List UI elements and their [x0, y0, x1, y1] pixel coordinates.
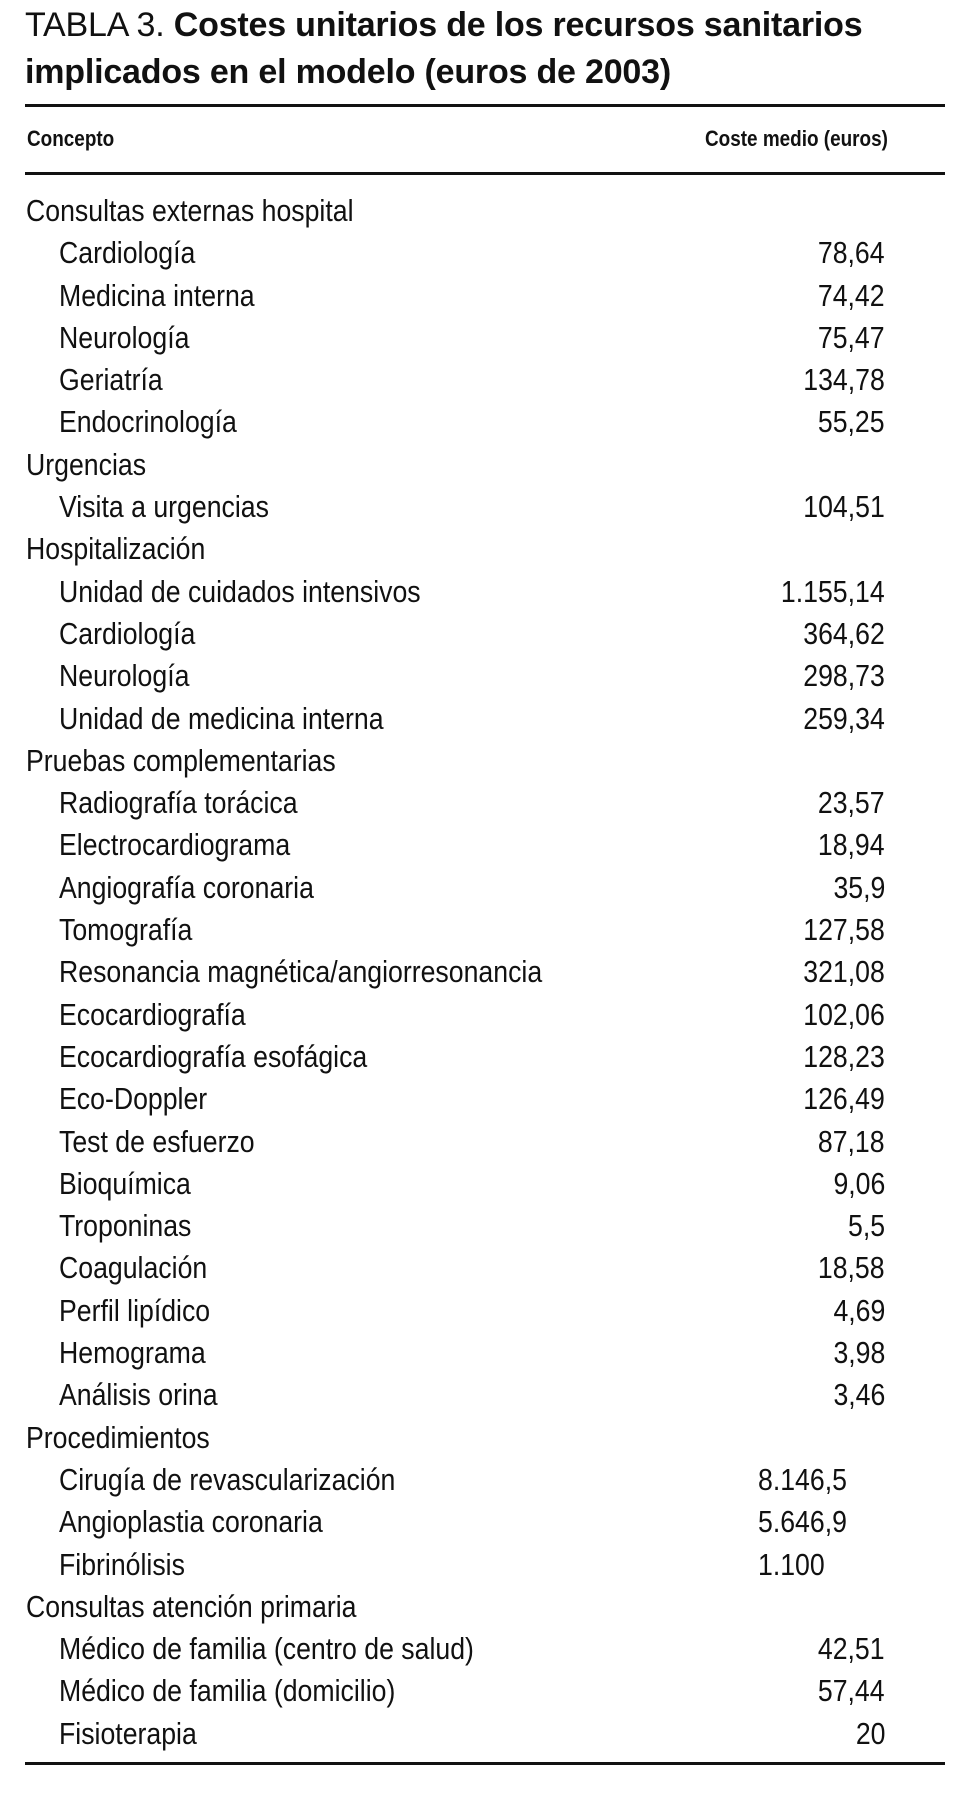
- table-row: [0, 951, 965, 993]
- concept-cell: Fisioterapia: [59, 1715, 197, 1751]
- cost-cell: [645, 359, 885, 401]
- cost-cell: [645, 571, 885, 613]
- cost-cell: [645, 1163, 885, 1205]
- table-row: [0, 1713, 965, 1755]
- cost-cell: [645, 698, 885, 740]
- table-row: [0, 1247, 965, 1289]
- group-label: Pruebas complementarias: [26, 742, 336, 778]
- cost-cell: [645, 1247, 885, 1289]
- table-row: [0, 232, 965, 274]
- cost-value: 20: [855, 1715, 885, 1751]
- group-row: [0, 190, 965, 232]
- cost-cell: [645, 994, 885, 1036]
- group-label: Urgencias: [26, 446, 147, 482]
- cost-cell: [645, 1670, 885, 1712]
- cost-cell: [645, 1713, 885, 1755]
- table-label: TABLA 3.: [25, 6, 165, 44]
- concept-cell: Resonancia magnética/angiorresonancia: [59, 954, 543, 990]
- cost-value: 87,18: [818, 1123, 885, 1159]
- concept-cell: Cardiología: [59, 615, 196, 651]
- table-row: [0, 1036, 965, 1078]
- table-row: [0, 359, 965, 401]
- cost-cell: [645, 1121, 885, 1163]
- concept-cell: Radiografía torácica: [59, 785, 298, 821]
- table-row: [0, 909, 965, 951]
- cost-cell: [645, 1290, 885, 1332]
- cost-cell: [645, 782, 885, 824]
- cost-value: 18,58: [818, 1250, 885, 1286]
- table-row: [0, 275, 965, 317]
- table-row: [0, 571, 965, 613]
- table-row: [0, 486, 965, 528]
- cost-value: 298,73: [803, 658, 885, 694]
- cost-value: 102,06: [803, 996, 885, 1032]
- table-row: [0, 1332, 965, 1374]
- column-header-cost: Coste medio (euros): [705, 126, 888, 151]
- header-rule: [25, 172, 945, 175]
- group-row: [0, 740, 965, 782]
- table-row: [0, 1205, 965, 1247]
- cost-value: 128,23: [803, 1038, 885, 1074]
- table-row: [0, 1670, 965, 1712]
- cost-cell: [645, 275, 885, 317]
- table-row: [0, 1459, 965, 1501]
- concept-cell: Unidad de cuidados intensivos: [59, 573, 421, 609]
- cost-value: 1.100: [758, 1546, 825, 1582]
- cost-value: 78,64: [818, 235, 885, 271]
- table-row: [0, 1078, 965, 1120]
- cost-cell: [645, 1078, 885, 1120]
- concept-cell: Análisis orina: [59, 1377, 218, 1413]
- concept-cell: Medicina interna: [59, 277, 255, 313]
- table-title-text: Costes unitarios de los recursos sanitarios implicados en el modelo (euros de 2003): [25, 6, 863, 91]
- concept-cell: Geriatría: [59, 362, 163, 398]
- group-row: [0, 1586, 965, 1628]
- cost-cell: [645, 1628, 885, 1670]
- cost-value: 74,42: [818, 277, 885, 313]
- group-row: [0, 1417, 965, 1459]
- concept-cell: Médico de familia (domicilio): [59, 1673, 396, 1709]
- concept-cell: Angiografía coronaria: [59, 869, 314, 905]
- cost-value: 321,08: [803, 954, 885, 990]
- concept-cell: Neurología: [59, 319, 190, 355]
- concept-cell: Test de esfuerzo: [59, 1123, 255, 1159]
- cost-value: 134,78: [803, 362, 885, 398]
- concept-cell: Troponinas: [59, 1208, 192, 1244]
- group-label: Hospitalización: [26, 531, 206, 567]
- cost-cell: [645, 1332, 885, 1374]
- cost-value: 75,47: [818, 319, 885, 355]
- cost-cell: [645, 909, 885, 951]
- cost-value: 5,5: [847, 1208, 885, 1244]
- cost-cell: [645, 486, 885, 528]
- table-row: [0, 698, 965, 740]
- concept-cell: Visita a urgencias: [59, 489, 269, 525]
- concept-cell: Fibrinólisis: [59, 1546, 185, 1582]
- table-body: [0, 190, 965, 1755]
- group-label: Procedimientos: [26, 1419, 210, 1455]
- concept-cell: Neurología: [59, 658, 190, 694]
- cost-cell: [758, 1459, 965, 1501]
- concept-cell: Angioplastia coronaria: [59, 1504, 323, 1540]
- bottom-rule: [25, 1762, 945, 1765]
- cost-value: 104,51: [803, 489, 885, 525]
- table-row: [0, 824, 965, 866]
- cost-cell: [645, 1036, 885, 1078]
- table-title: [25, 2, 955, 96]
- cost-cell: [645, 1374, 885, 1416]
- table-row: [0, 1501, 965, 1543]
- table-row: [0, 994, 965, 1036]
- cost-cell: [758, 1501, 965, 1543]
- table-row: [0, 1163, 965, 1205]
- concept-cell: Bioquímica: [59, 1165, 191, 1201]
- cost-value: 127,58: [803, 912, 885, 948]
- concept-cell: Ecocardiografía esofágica: [59, 1038, 368, 1074]
- cost-value: 5.646,9: [758, 1504, 847, 1540]
- cost-cell: [758, 1544, 965, 1586]
- cost-value: 364,62: [803, 615, 885, 651]
- group-label: Consultas externas hospital: [26, 193, 354, 228]
- concept-cell: Hemograma: [59, 1335, 206, 1371]
- table-row: [0, 1544, 965, 1586]
- cost-value: 8.146,5: [758, 1461, 847, 1497]
- concept-cell: Cirugía de revascularización: [59, 1461, 396, 1497]
- concept-cell: Perfil lipídico: [59, 1292, 211, 1328]
- table-row: [0, 1290, 965, 1332]
- concept-cell: Endocrinología: [59, 404, 237, 440]
- cost-value: 1.155,14: [781, 573, 885, 609]
- cost-value: 42,51: [818, 1631, 885, 1667]
- cost-value: 3,98: [833, 1335, 885, 1371]
- concept-cell: Ecocardiografía: [59, 996, 246, 1032]
- cost-cell: [645, 655, 885, 697]
- cost-value: 35,9: [833, 869, 885, 905]
- column-header-concept: Concepto: [27, 126, 115, 151]
- cost-cell: [645, 401, 885, 443]
- cost-value: 3,46: [833, 1377, 885, 1413]
- cost-value: 259,34: [803, 700, 885, 736]
- cost-value: 9,06: [833, 1165, 885, 1201]
- cost-cell: [645, 1205, 885, 1247]
- top-rule: [25, 104, 945, 107]
- cost-value: 23,57: [818, 785, 885, 821]
- cost-value: 18,94: [818, 827, 885, 863]
- group-row: [0, 528, 965, 570]
- cost-value: 4,69: [833, 1292, 885, 1328]
- concept-cell: Unidad de medicina interna: [59, 700, 384, 736]
- cost-cell: [645, 951, 885, 993]
- cost-cell: [645, 317, 885, 359]
- table-row: [0, 1374, 965, 1416]
- cost-value: 57,44: [818, 1673, 885, 1709]
- cost-value: 126,49: [803, 1081, 885, 1117]
- cost-value: 55,25: [818, 404, 885, 440]
- concept-cell: Médico de familia (centro de salud): [59, 1631, 474, 1667]
- cost-cell: [645, 232, 885, 274]
- table-row: [0, 401, 965, 443]
- cost-cell: [645, 613, 885, 655]
- cost-cell: [645, 824, 885, 866]
- concept-cell: Electrocardiograma: [59, 827, 291, 863]
- table-row: [0, 867, 965, 909]
- group-label: Consultas atención primaria: [26, 1588, 357, 1624]
- concept-cell: Cardiología: [59, 235, 196, 271]
- table-row: [0, 782, 965, 824]
- table-row: [0, 317, 965, 359]
- table-row: [0, 613, 965, 655]
- table-row: [0, 655, 965, 697]
- concept-cell: Coagulación: [59, 1250, 208, 1286]
- cost-cell: [645, 867, 885, 909]
- concept-cell: Tomografía: [59, 912, 193, 948]
- concept-cell: Eco-Doppler: [59, 1081, 208, 1117]
- group-row: [0, 444, 965, 486]
- table-row: [0, 1628, 965, 1670]
- table-row: [0, 1121, 965, 1163]
